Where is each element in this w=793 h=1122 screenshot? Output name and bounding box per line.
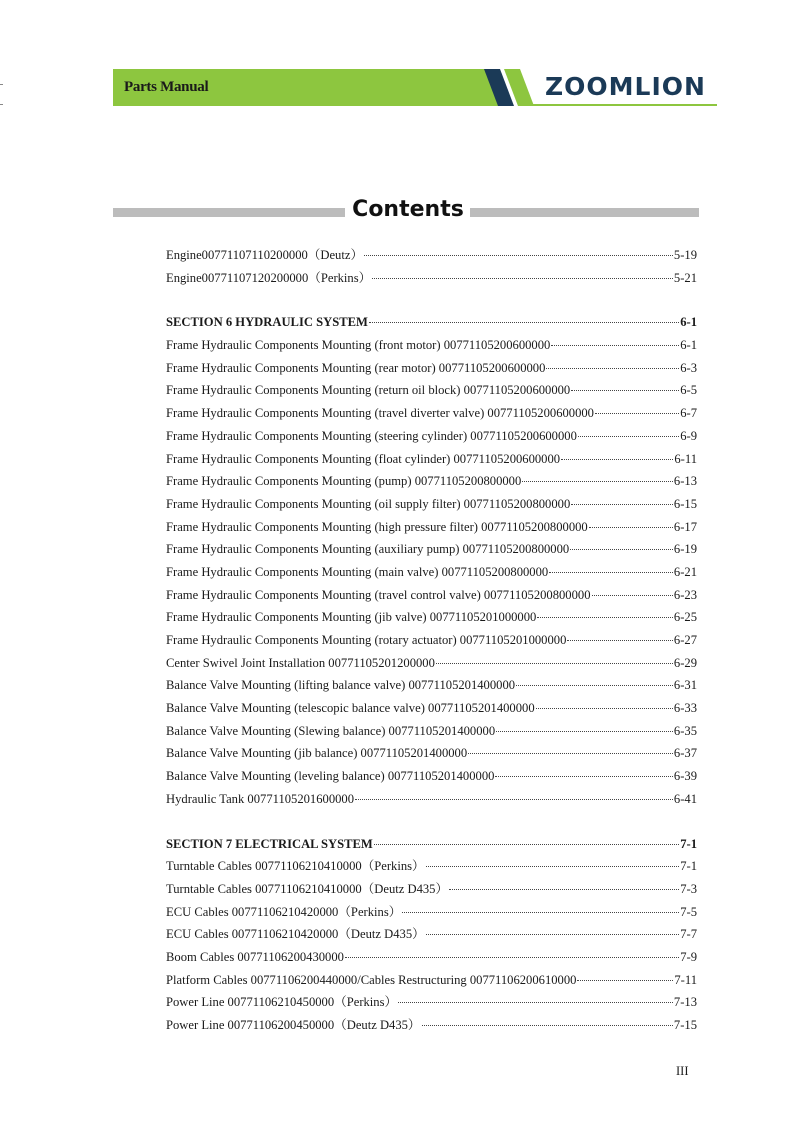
contents-heading-row: [113, 198, 699, 226]
toc-entry-page: 6-3: [680, 360, 697, 375]
brand-logo: ZOOMLION: [545, 72, 706, 101]
toc-entry-title: Frame Hydraulic Components Mounting (main valve) 00771105200800000: [166, 564, 549, 579]
toc-entry-page: 7-5: [680, 904, 697, 919]
toc-entry-title: Frame Hydraulic Components Mounting (steering cylinder) 00771105200600000: [166, 428, 577, 443]
toc-entry-title: Hydraulic Tank 00771105201600000: [166, 791, 355, 806]
margin-mark: [0, 84, 3, 85]
toc-entry-page: 5-19: [673, 248, 697, 262]
toc-entry-title: SECTION 7 ELECTRICAL SYSTEM: [166, 836, 373, 851]
toc-entry-title: ECU Cables 00771106210420000（Deutz D435）: [166, 927, 425, 942]
toc-entry-title: Engine00771107110200000（Deutz）: [166, 248, 364, 262]
dot-leader: [551, 345, 679, 346]
toc-entry-page: 7-11: [674, 972, 697, 987]
toc-entry[interactable]: [166, 855, 697, 878]
dot-leader: [561, 459, 673, 460]
dot-leader: [516, 685, 673, 686]
toc-entry-page: 6-21: [673, 564, 697, 579]
toc-entry-page: 7-1: [680, 836, 697, 851]
toc-entry-title: Balance Valve Mounting (lifting balance valve) 00771105201400000: [166, 678, 516, 693]
dot-leader: [436, 663, 673, 664]
toc-entry[interactable]: [166, 357, 697, 380]
toc-entry-page: 6-7: [680, 406, 697, 421]
dot-leader: [449, 889, 679, 890]
heading-rule-left: [113, 208, 345, 217]
toc-entry-title: Balance Valve Mounting (jib balance) 00771105201400000: [166, 746, 468, 761]
toc-entry-page: 6-11: [674, 451, 697, 466]
toc-entry[interactable]: [166, 629, 697, 652]
toc-section-heading[interactable]: [166, 311, 697, 334]
toc-entry-title: Frame Hydraulic Components Mounting (high pressure filter) 00771105200800000: [166, 519, 588, 534]
toc-entry[interactable]: [166, 901, 697, 924]
contents-title: Contents: [352, 197, 464, 222]
toc-entry-title: Center Swivel Joint Installation 00771105201200000: [166, 655, 435, 670]
dot-leader: [536, 708, 673, 709]
toc-entry-title: Frame Hydraulic Components Mounting (pump) 00771105200800000: [166, 474, 522, 489]
dot-leader: [402, 912, 679, 913]
toc-entry[interactable]: [166, 244, 697, 267]
toc-entry[interactable]: [166, 742, 697, 765]
dot-leader: [364, 255, 673, 256]
toc-entry-title: Boom Cables 00771106200430000: [166, 949, 344, 964]
margin-mark: [0, 104, 3, 105]
header-band: [113, 69, 717, 106]
toc-entry-title: Balance Valve Mounting (Slewing balance) 00771105201400000: [166, 723, 496, 738]
toc-entry[interactable]: [166, 697, 697, 720]
dot-leader: [595, 413, 679, 414]
toc-entry[interactable]: [166, 267, 697, 290]
toc-entry-title: Frame Hydraulic Components Mounting (front motor) 00771105200600000: [166, 338, 551, 353]
toc-entry-page: 6-35: [673, 723, 697, 738]
page-number: III: [676, 1064, 689, 1078]
toc-entry-title: ECU Cables 00771106210420000（Perkins）: [166, 904, 402, 919]
group-spacer: [166, 289, 697, 311]
toc-entry[interactable]: [166, 1014, 697, 1037]
toc-entry-page: 6-9: [680, 428, 697, 443]
document-title: Parts Manual: [124, 79, 209, 95]
toc-entry-page: 6-1: [680, 338, 697, 353]
dot-leader: [495, 776, 672, 777]
dot-leader: [422, 1025, 673, 1026]
toc-entry[interactable]: [166, 923, 697, 946]
toc-entry-title: Frame Hydraulic Components Mounting (travel diverter valve) 00771105200600000: [166, 406, 594, 421]
toc-entry-title: Frame Hydraulic Components Mounting (float cylinder) 00771105200600000: [166, 451, 561, 466]
toc-entry-title: Frame Hydraulic Components Mounting (rear motor) 00771105200600000: [166, 360, 546, 375]
dot-leader: [426, 934, 679, 935]
toc-entry[interactable]: [166, 946, 697, 969]
toc-entry[interactable]: [166, 448, 697, 471]
dot-leader: [578, 436, 679, 437]
dot-leader: [571, 390, 679, 391]
toc-entry[interactable]: [166, 516, 697, 539]
toc-entry-title: Frame Hydraulic Components Mounting (jib valve) 00771105201000000: [166, 610, 537, 625]
toc-entry-page: 6-39: [673, 769, 697, 784]
toc-entry-page: 6-17: [673, 519, 697, 534]
dot-leader: [549, 572, 673, 573]
toc-entry-title: Frame Hydraulic Components Mounting (auxiliary pump) 00771105200800000: [166, 542, 570, 557]
toc-entry-title: Balance Valve Mounting (leveling balance) 00771105201400000: [166, 769, 495, 784]
toc-section-heading[interactable]: [166, 833, 697, 856]
toc-entry-title: Balance Valve Mounting (telescopic balance valve) 00771105201400000: [166, 701, 535, 716]
toc-entry[interactable]: [166, 425, 697, 448]
dot-leader: [374, 844, 679, 845]
dot-leader: [522, 481, 673, 482]
toc-entry-title: Power Line 00771106200450000（Deutz D435）: [166, 1018, 421, 1032]
dot-leader: [426, 866, 680, 867]
dot-leader: [567, 640, 673, 641]
group-spacer: [166, 811, 697, 833]
toc-entry-title: Frame Hydraulic Components Mounting (travel control valve) 00771105200800000: [166, 587, 591, 602]
toc-entry-page: 7-3: [680, 881, 697, 896]
toc-entry-page: 6-31: [673, 678, 697, 693]
toc-entry-page: 6-1: [680, 315, 697, 330]
toc-entry-page: 6-41: [673, 791, 697, 806]
toc-entry-title: Power Line 00771106210450000（Perkins）: [166, 995, 398, 1010]
dot-leader: [345, 957, 679, 958]
dot-leader: [537, 617, 673, 618]
toc-entry-title: Platform Cables 00771106200440000/Cables Restructuring 00771106200610000: [166, 972, 577, 987]
toc-entry-page: 6-15: [673, 496, 697, 511]
toc-entry-page: 6-37: [673, 746, 697, 761]
toc-entry[interactable]: [166, 470, 697, 493]
toc-entry[interactable]: [166, 969, 697, 992]
toc-entry-page: 6-29: [673, 655, 697, 670]
toc-entry-title: SECTION 6 HYDRAULIC SYSTEM: [166, 315, 368, 330]
toc-entry-page: 7-7: [680, 927, 697, 942]
toc-entry[interactable]: [166, 765, 697, 788]
dot-leader: [546, 368, 679, 369]
toc-entry[interactable]: [166, 334, 697, 357]
toc-entry[interactable]: [166, 878, 697, 901]
toc-entry[interactable]: [166, 584, 697, 607]
dot-leader: [577, 980, 673, 981]
toc-entry-title: Turntable Cables 00771106210410000（Perkins）: [166, 859, 425, 874]
heading-rule-right: [470, 208, 699, 217]
toc-entry-title: Turntable Cables 00771106210410000（Deutz D435）: [166, 881, 449, 896]
toc-entry-page: 7-15: [673, 1018, 697, 1032]
toc-entry[interactable]: [166, 379, 697, 402]
dot-leader: [369, 322, 679, 323]
dot-leader: [398, 1002, 673, 1003]
toc-entry[interactable]: [166, 606, 697, 629]
toc-entry[interactable]: [166, 991, 697, 1014]
toc-entry-page: 6-23: [673, 587, 697, 602]
toc-entry[interactable]: [166, 652, 697, 675]
toc-entry[interactable]: [166, 720, 697, 743]
dot-leader: [372, 278, 673, 279]
dot-leader: [571, 504, 673, 505]
toc-entry-title: Engine00771107120200000（Perkins）: [166, 270, 372, 285]
toc-entry-page: 6-19: [673, 542, 697, 557]
toc-entry[interactable]: [166, 561, 697, 584]
toc-entry-title: Frame Hydraulic Components Mounting (oil supply filter) 00771105200800000: [166, 496, 571, 511]
toc-entry-page: 6-33: [673, 701, 697, 716]
dot-leader: [355, 799, 673, 800]
toc-entry[interactable]: [166, 538, 697, 561]
dot-leader: [570, 549, 673, 550]
dot-leader: [468, 753, 673, 754]
toc-entry[interactable]: [166, 674, 697, 697]
toc-entry-page: 6-5: [680, 383, 697, 398]
toc-entry-page: 6-13: [673, 474, 697, 489]
dot-leader: [592, 595, 673, 596]
table-of-contents: [166, 244, 697, 1037]
toc-entry-page: 6-25: [673, 610, 697, 625]
toc-entry-page: 7-9: [680, 949, 697, 964]
toc-entry[interactable]: [166, 402, 697, 425]
toc-entry-title: Frame Hydraulic Components Mounting (rotary actuator) 00771105201000000: [166, 633, 567, 647]
toc-entry-title: Frame Hydraulic Components Mounting (return oil block) 00771105200600000: [166, 383, 571, 398]
toc-entry-page: 7-13: [673, 995, 697, 1010]
toc-entry-page: 5-21: [673, 270, 697, 285]
toc-entry-page: 7-1: [680, 859, 697, 874]
toc-entry[interactable]: [166, 788, 697, 811]
dot-leader: [589, 527, 673, 528]
toc-entry-page: 6-27: [673, 633, 697, 647]
dot-leader: [496, 731, 673, 732]
toc-entry[interactable]: [166, 493, 697, 516]
